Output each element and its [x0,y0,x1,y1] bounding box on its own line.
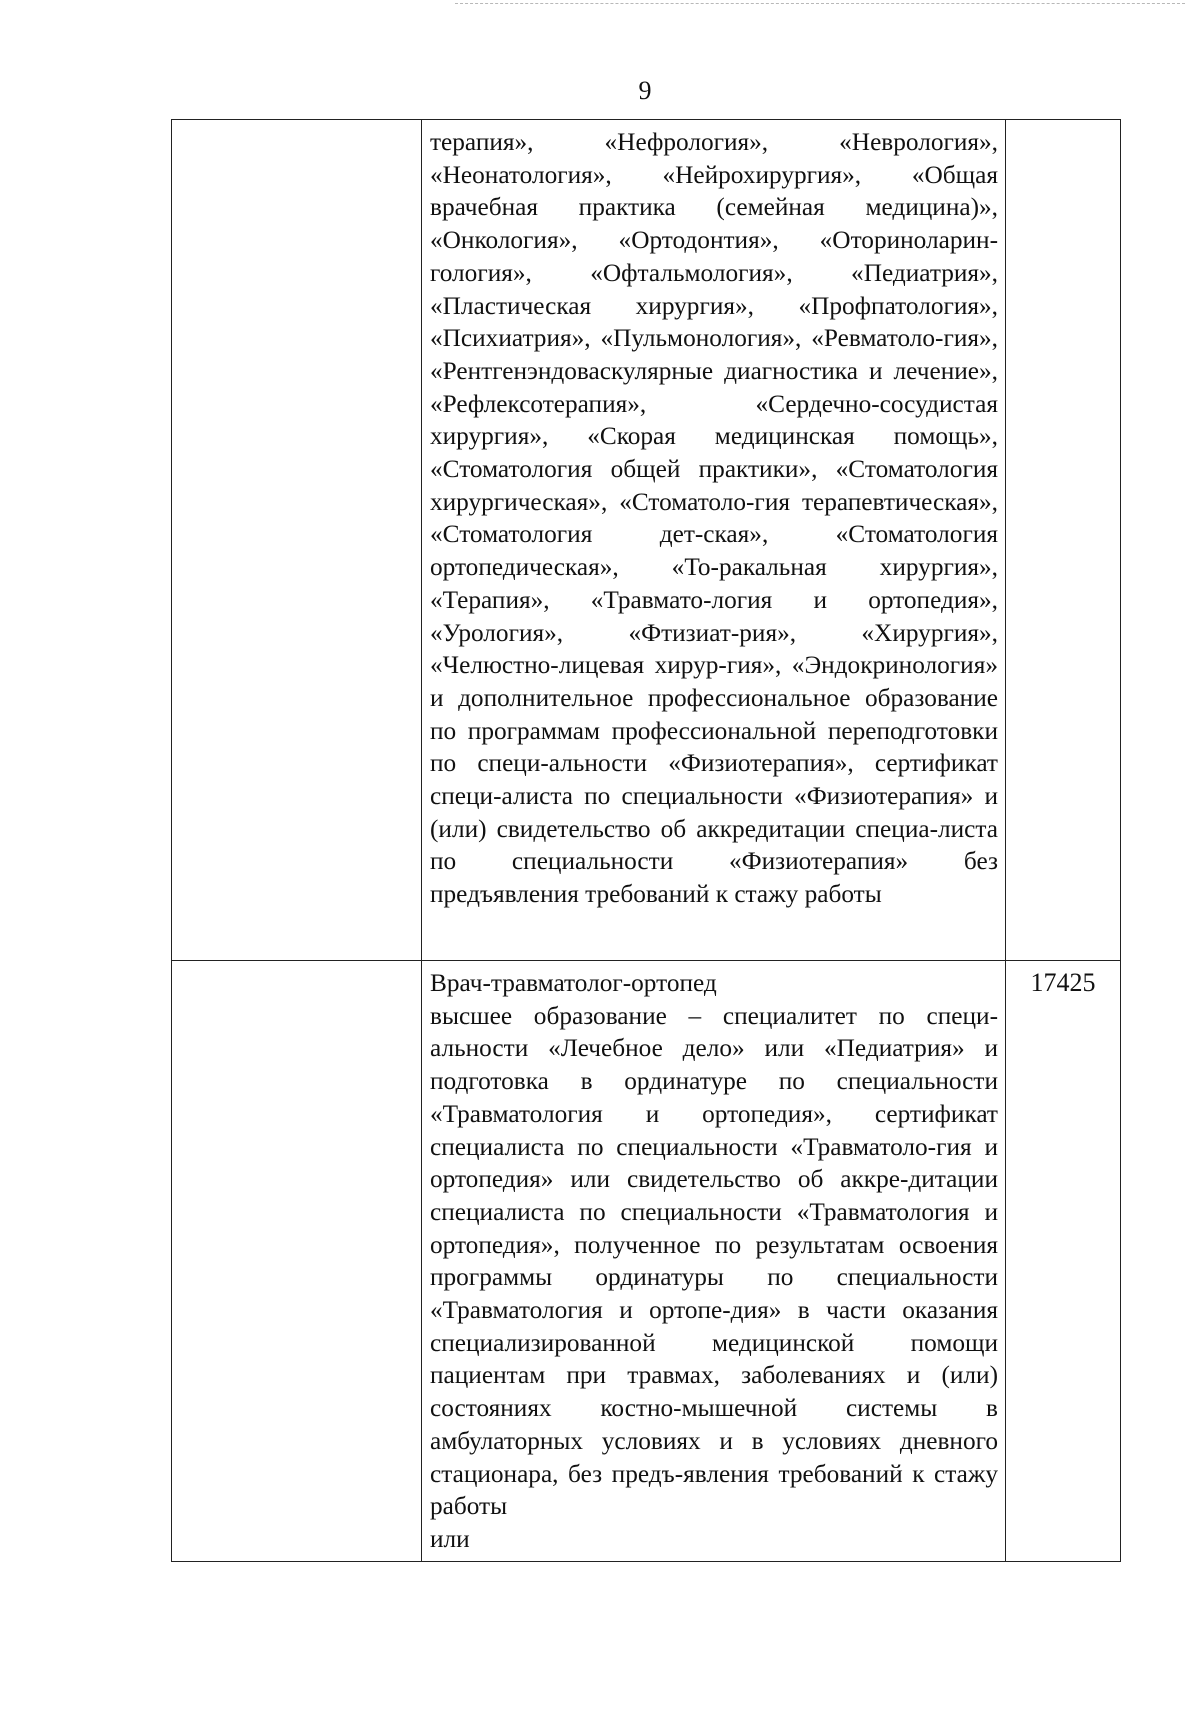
code-cell [1006,961,1121,1562]
requirements-text: терапия», «Нефрология», «Неврология», «Неонатология», «Нейрохирургия», «Общая врачебная практика (семейная медицина)», «Онкология», «Ортодонтия», «Оториноларин-гология», «Офтальмология», «Педиатрия», «Пластическая хирургия», «Профпатология», «Психиатрия», «Пульмонология», «Ревматоло-гия», «Рентгенэндоваскулярные диагностика и лечение», «Рефлексотерапия», «Сердечно-сосудистая хирургия», «Скорая медицинская помощь», «Стоматология общей практики», «Стоматология хирургическая», «Стоматоло-гия терапевтическая», «Стоматология дет-ская», «Стоматология ортопедическая», «То-ракальная хирургия», «Терапия», «Травмато-логия и ортопедия», «Урология», «Фтизиат-рия», «Хирургия», «Челюстно-лицевая хирур-гия», «Эндокринология» и дополнительное профессиональное образование по программам профессиональной переподготовки по специ-альности «Физиотерапия», сертификат специ-алиста по специальности «Физиотерапия» и (или) свидетельство об аккредитации специа-листа по специальности «Физиотерапия» без предъявления требований к стажу работы [430,128,998,909]
position-cell [172,961,422,1562]
page-number: 9 [638,76,652,105]
code-value: 17425 [1030,968,1096,997]
top-scan-rule [455,3,1185,4]
requirements-text: высшее образование – специалитет по специ-альности «Лечебное дело» или «Педиатрия» и подготовка в ординатуре по специальности «Травматология и ортопедия», сертификат специалиста по специальности «Травматоло-гия и ортопедия» или свидетельство об аккре-дитации специалиста по специальности «Травматология и ортопедия», полученное по результатам освоения программы ординатуры по специальности «Травматология и ортопе-дия» в части оказания специализированной медицинской помощи пациентам при травмах, заболеваниях и (или) состояниях костно-мышечной системы в амбулаторных условиях и в условиях дневного стационара, без предъ-явления требований к стажу работы [430,1001,998,1521]
code-value [1006,120,1120,126]
specialty-title: Врач-травматолог-ортопед [430,969,717,997]
requirements-cell [422,961,1006,1562]
requirements-cell [422,120,1006,961]
or-text: или [430,1524,470,1553]
table-row [172,120,1121,961]
position-cell [172,120,422,961]
code-cell [1006,120,1121,961]
qualification-table [171,119,1121,1562]
table-row [172,961,1121,1562]
